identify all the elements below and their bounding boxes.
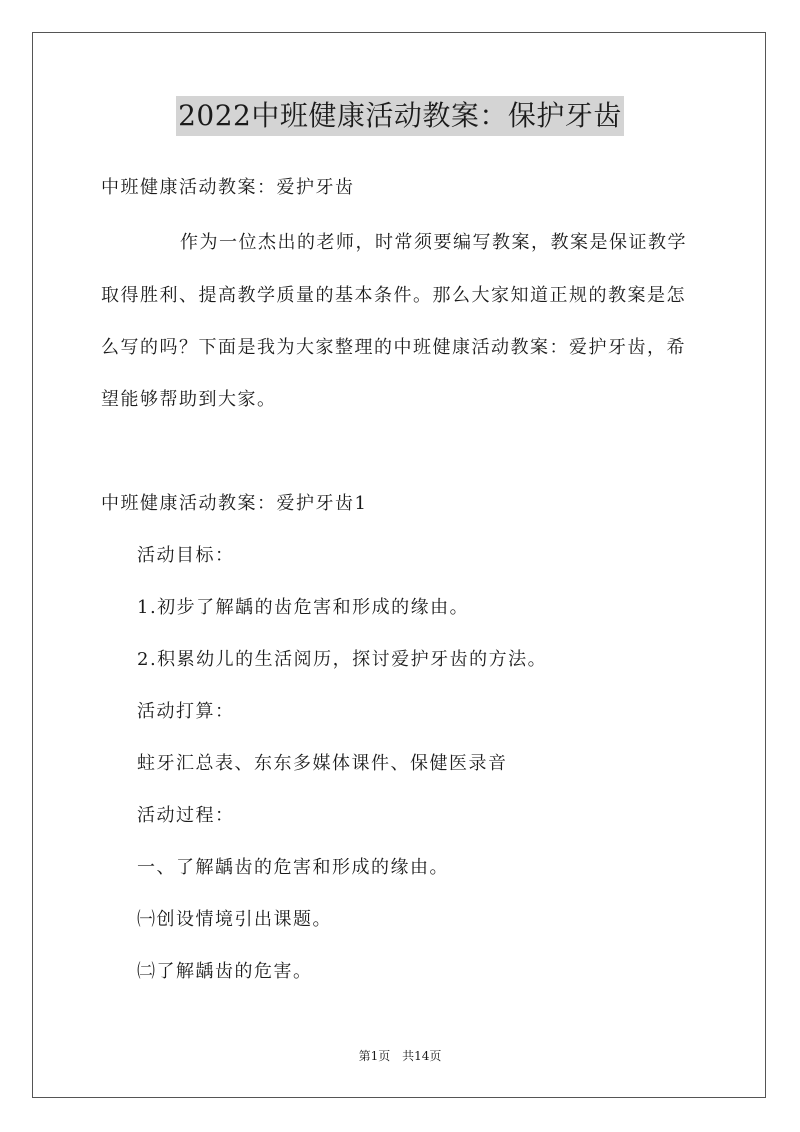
page-number: 第1页 [358, 1049, 391, 1063]
intro-line-2: 取得胜利、提高教学质量的基本条件。那么大家知道正规的教案是怎 [101, 285, 686, 306]
section-heading: 中班健康活动教案：爱护牙齿1 [101, 493, 368, 514]
body-line-6: 活动过程： [137, 805, 235, 826]
document-title: 2022中班健康活动教案：保护牙齿 [176, 96, 624, 136]
body-line-8: ㈠创设情境引出课题。 [137, 909, 332, 930]
page-total: 共14页 [402, 1049, 442, 1063]
body-line-4: 活动打算： [137, 701, 235, 722]
intro-line-1: 作为一位杰出的老师，时常须要编写教案，教案是保证教学 [180, 232, 687, 253]
body-line-9: ㈡了解龋齿的危害。 [137, 961, 313, 982]
body-line-2: 1.初步了解龋的齿危害和形成的缘由。 [137, 597, 470, 618]
body-line-7: 一、了解龋齿的危害和形成的缘由。 [137, 857, 449, 878]
body-line-3: 2.积累幼儿的生活阅历，探讨爱护牙齿的方法。 [137, 649, 548, 670]
intro-line-3: 么写的吗？下面是我为大家整理的中班健康活动教案：爱护牙齿，希 [101, 337, 686, 358]
body-line-5: 蛀牙汇总表、东东多媒体课件、保健医录音 [137, 753, 508, 774]
intro-line-4: 望能够帮助到大家。 [101, 389, 277, 410]
document-subtitle: 中班健康活动教案：爱护牙齿 [101, 177, 355, 198]
body-line-1: 活动目标： [137, 545, 235, 566]
page-footer [0, 1048, 800, 1064]
